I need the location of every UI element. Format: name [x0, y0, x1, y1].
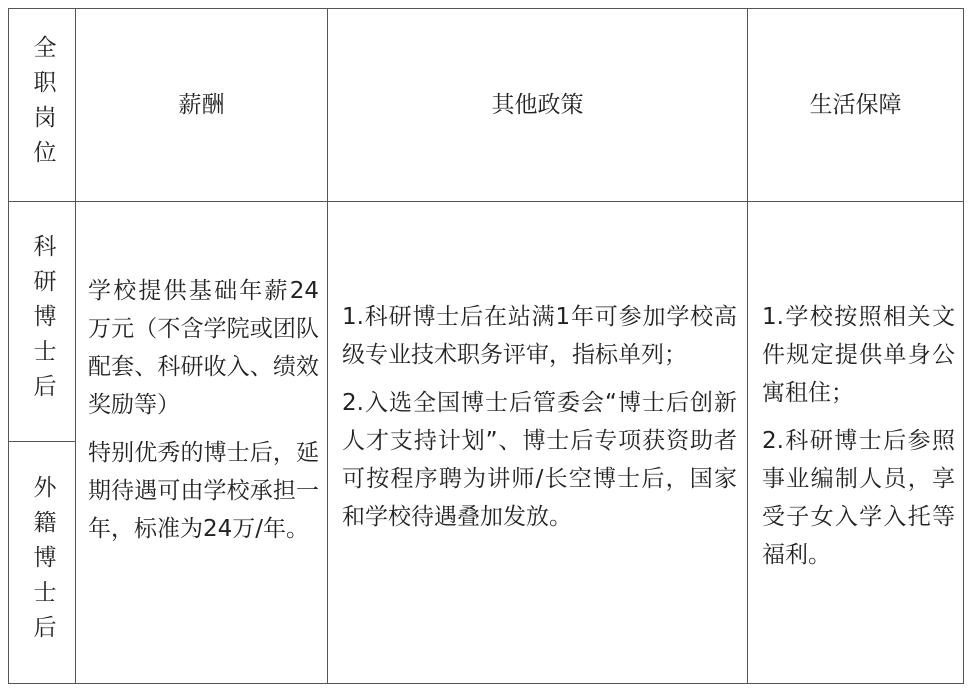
- header-position-label: 全职岗位: [29, 35, 56, 175]
- header-cell-position: [9, 9, 75, 201]
- header-salary-label: 薪酬: [178, 92, 225, 118]
- policy-talent-text: 2.入选全国博士后管委会“博士后创新人才支持计划”、博士后专项获资助者可按程序聘为讲师/长空博士后，国家和学校待遇叠加发放。: [342, 390, 737, 530]
- policy-table: [8, 8, 964, 684]
- sci-postdoc-label: 科研博士后: [29, 234, 56, 409]
- row-label-foreign-postdoc: [9, 442, 75, 683]
- living-welfare-text: 2.科研博士后参照事业编制人员，享受子女入学入托等福利。: [762, 428, 955, 568]
- salary-extension-text: 特别优秀的博士后，延期待遇可由学校承担一年，标准为24万/年。: [88, 440, 319, 542]
- row-label-sci-postdoc: [9, 202, 75, 441]
- header-cell-policy: [328, 9, 747, 201]
- salary-base-text: 学校提供基础年薪24万元（不含学院或团队配套、科研收入、绩效奖励等）: [88, 278, 319, 418]
- policy-review-text: 1.科研博士后在站满1年可参加学校高级专业技术职务评审，指标单列；: [342, 304, 737, 368]
- header-cell-living: [748, 9, 963, 201]
- living-apartment-text: 1.学校按照相关文件规定提供单身公寓租住；: [762, 304, 955, 406]
- header-policy-label: 其他政策: [491, 92, 584, 118]
- foreign-postdoc-label: 外籍博士后: [29, 475, 56, 650]
- header-cell-salary: [76, 9, 327, 201]
- header-living-label: 生活保障: [809, 92, 902, 118]
- policy-cell: [328, 202, 747, 683]
- living-cell: [748, 202, 963, 683]
- salary-cell: [76, 202, 327, 683]
